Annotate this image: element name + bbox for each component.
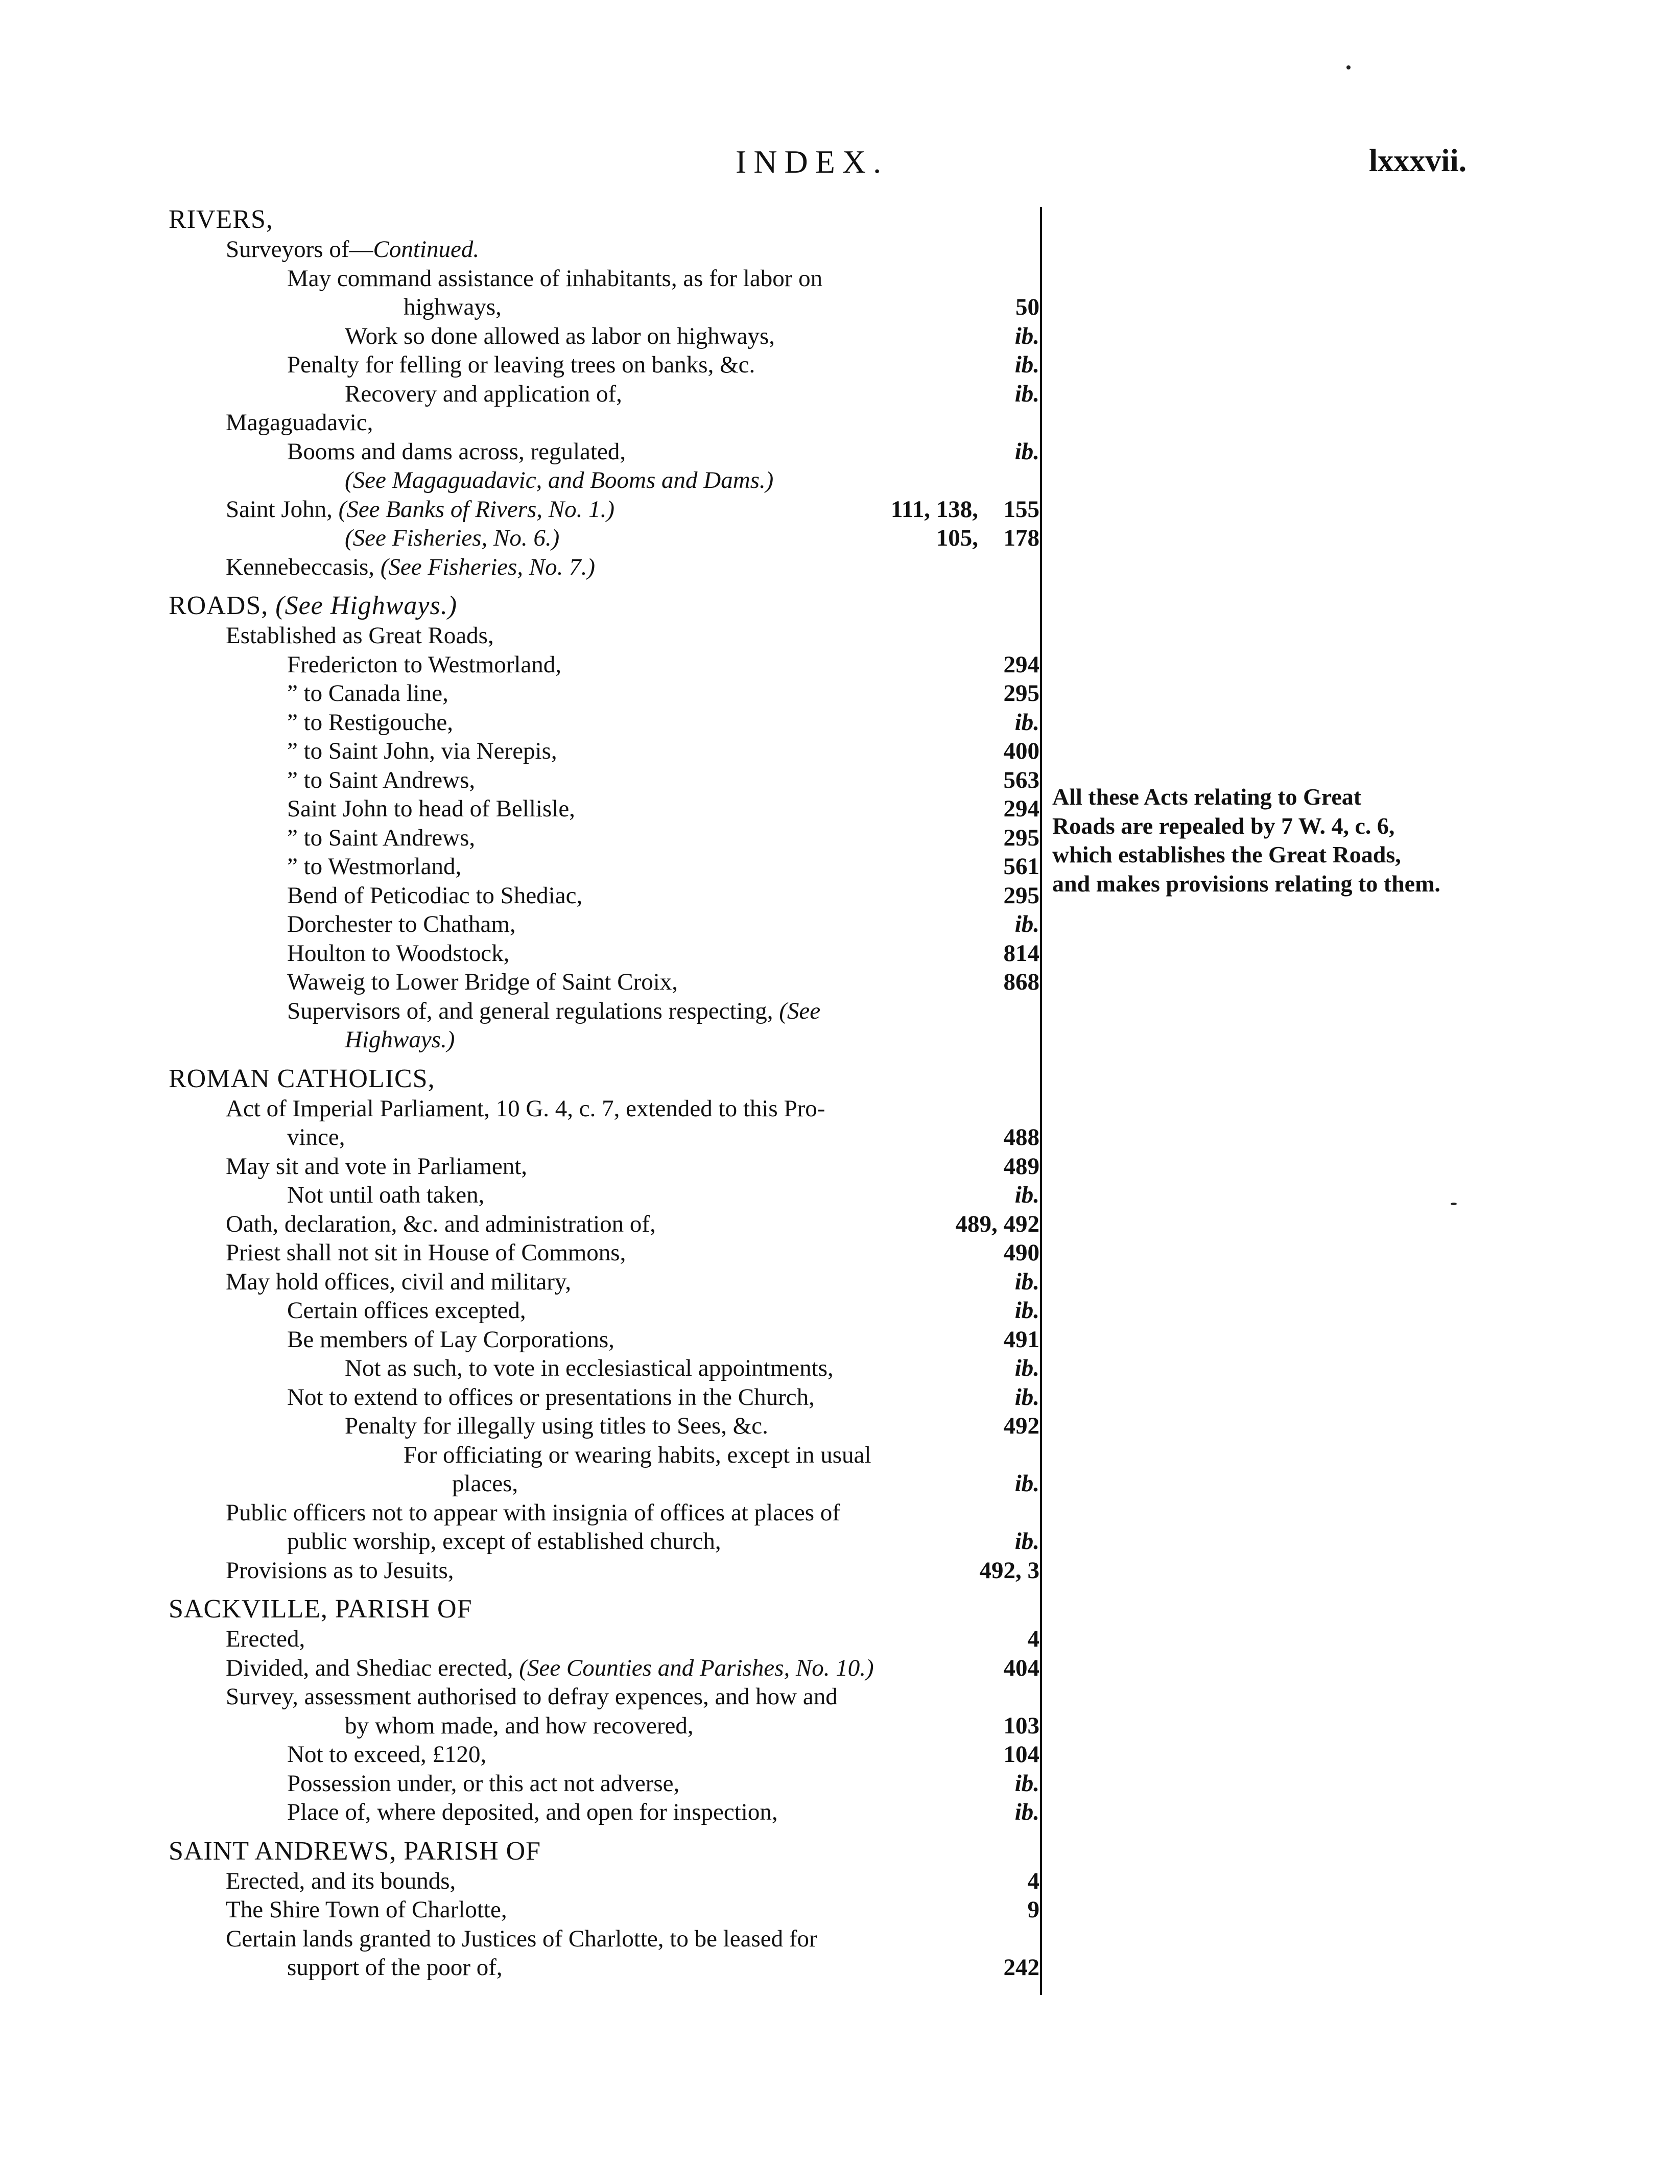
index-entry [169, 1325, 1039, 1354]
page-reference: 295 [1003, 824, 1039, 851]
index-entry [169, 1527, 1039, 1556]
index-entry [169, 293, 1039, 322]
ink-speck [1451, 1203, 1457, 1205]
entry-text: ” to Restigouche, [287, 709, 454, 736]
entry-text: Oath, declaration, &c. and administration of, [226, 1210, 656, 1237]
entry-text: SAINT ANDREWS, PARISH OF [169, 1836, 541, 1866]
entry-text [345, 466, 773, 495]
page-reference: ib. [1014, 1297, 1039, 1324]
cross-reference: (See Fisheries, No. 7.) [380, 553, 596, 580]
side-note-line: All these Acts relating to Great [1052, 784, 1362, 810]
page-reference: 490 [1003, 1239, 1039, 1266]
entry-text: support of the poor of, [287, 1954, 503, 1981]
page-reference: 103 [1003, 1712, 1039, 1739]
entry-text: Waweig to Lower Bridge of Saint Croix, [287, 969, 678, 995]
index-entry [169, 466, 1039, 495]
entry-text: Provisions as to Jesuits, [226, 1557, 454, 1584]
page-reference: 178 [1003, 525, 1039, 551]
index-entry [169, 679, 1039, 708]
entry-text: May command assistance of inhabitants, as for labor on [287, 265, 823, 292]
index-entry [169, 1152, 1039, 1181]
entry-text: May sit and vote in Parliament, [226, 1153, 528, 1180]
index-entry [169, 1953, 1039, 1982]
index-heading [169, 204, 1039, 235]
page-reference: ib. [1014, 1799, 1039, 1825]
column-divider [1040, 207, 1042, 1995]
page-reference: 104 [1003, 1741, 1039, 1768]
entry-text: May hold offices, civil and military, [226, 1268, 572, 1295]
page-reference: ib. [1014, 1383, 1039, 1411]
page-reference: 492 [1003, 1413, 1039, 1439]
entry-text [345, 524, 559, 553]
page-reference: 868 [1003, 969, 1039, 995]
entry-text: Bend of Peticodiac to Shediac, [287, 882, 583, 909]
entry-text: ROADS, (See Highways.) [169, 591, 458, 620]
index-entry [169, 1711, 1039, 1741]
entry-text: Possession under, or this act not adverse, [287, 1770, 680, 1797]
index-entry [169, 1654, 1039, 1683]
page-reference: ib. [1014, 1268, 1039, 1295]
index-entry [169, 1798, 1039, 1827]
page-reference: ib. [1014, 322, 1039, 349]
entry-text: ROMAN CATHOLICS, [169, 1064, 435, 1093]
index-entry [169, 650, 1039, 679]
entry-text: public worship, except of established church, [287, 1528, 721, 1555]
index-entry [169, 1210, 1039, 1239]
index-entry [169, 495, 1039, 524]
cross-reference: (See Banks of Rivers, No. 1.) [338, 496, 615, 523]
page-reference: 563 [1003, 766, 1039, 793]
page-reference: ib. [1014, 1355, 1039, 1381]
index-entry [169, 380, 1039, 409]
entry-text: places, [452, 1470, 518, 1497]
index-entry [169, 1867, 1039, 1896]
index-entry [169, 997, 1039, 1026]
entry-text: ” to Canada line, [287, 680, 448, 707]
index-entry [169, 322, 1039, 351]
page-reference: 295 [1003, 680, 1039, 707]
page-title: INDEX. [736, 144, 889, 180]
page-reference: ib. [1014, 380, 1039, 407]
index-heading [169, 1594, 1039, 1625]
entry-text: Priest shall not sit in House of Commons, [226, 1239, 626, 1266]
entry-text: vince, [287, 1124, 345, 1150]
entry-text: Fredericton to Westmorland, [287, 651, 562, 678]
index-entry [169, 1556, 1039, 1585]
page-reference: 814 [1003, 940, 1039, 967]
page-reference: 561 [1003, 853, 1039, 880]
index-entry [169, 1924, 1039, 1954]
page-reference: ib. [1014, 438, 1039, 465]
side-note-line: which establishes the Great Roads, [1052, 841, 1401, 867]
index-heading [169, 1064, 1039, 1094]
index-entry [169, 1123, 1039, 1152]
entry-text [345, 1025, 455, 1054]
index-entry [169, 1469, 1039, 1498]
ink-speck [1346, 65, 1351, 69]
entry-text: SACKVILLE, PARISH OF [169, 1594, 472, 1624]
page-reference: ib. [1014, 911, 1039, 937]
entry-text: Be members of Lay Corporations, [287, 1326, 614, 1353]
entry-text: Certain offices excepted, [287, 1297, 526, 1324]
index-entry [169, 1094, 1039, 1123]
entry-text: Established as Great Roads, [226, 622, 494, 649]
entry-text: Recovery and application of, [345, 380, 622, 407]
entry-text: Penalty for illegally using titles to Sees, &c. [345, 1413, 768, 1439]
index-entry [169, 264, 1039, 293]
index-heading [169, 1836, 1039, 1867]
index-entry [169, 824, 1039, 853]
entry-text: Penalty for felling or leaving trees on banks, &c. [287, 351, 755, 378]
entry-text: Dorchester to Chatham, [287, 911, 516, 937]
side-note-line: Roads are repealed by 7 W. 4, c. 6, [1052, 812, 1395, 839]
index-entry [169, 1238, 1039, 1267]
index-entry [169, 1769, 1039, 1798]
index-entry [169, 1740, 1039, 1769]
index-entry [169, 1895, 1039, 1924]
index-entry [169, 852, 1039, 881]
index-heading [169, 591, 1039, 621]
cross-reference: (See [779, 997, 821, 1024]
index-entry [169, 708, 1039, 737]
side-note-line: and makes provisions relating to them. [1052, 870, 1440, 897]
index-entry [169, 350, 1039, 380]
page-reference: ib. [1014, 1770, 1039, 1797]
page-reference: ib. [1014, 1528, 1039, 1555]
entry-text: For officiating or wearing habits, except in usual [404, 1441, 871, 1468]
index-entry [169, 881, 1039, 910]
cross-reference: Highways.) [345, 1026, 455, 1053]
index-entry [169, 235, 1039, 264]
page-reference: 400 [1003, 738, 1039, 764]
index-entry [169, 408, 1039, 437]
page-number: lxxxvii. [1369, 144, 1467, 178]
index-entry [169, 524, 1039, 553]
entry-text: Booms and dams across, regulated, [287, 438, 626, 465]
page-reference: ib. [1014, 1470, 1039, 1497]
entry-text: Erected, and its bounds, [226, 1867, 456, 1894]
page-reference: 9 [1027, 1896, 1039, 1923]
entry-text: The Shire Town of Charlotte, [226, 1896, 507, 1923]
page-reference: 295 [1003, 882, 1039, 909]
page-reference: 105, [936, 525, 978, 551]
entry-text: Erected, [226, 1626, 305, 1652]
page-reference: 4 [1027, 1867, 1039, 1894]
index-entry [169, 437, 1039, 466]
entry-text: Saint John, (See Banks of Rivers, No. 1.) [226, 496, 615, 523]
entry-text: Not to extend to offices or presentations in the Church, [287, 1383, 815, 1411]
index-entry [169, 1354, 1039, 1383]
index-entry [169, 1267, 1039, 1297]
cross-reference: Continued. [373, 236, 480, 263]
index-entry [169, 1296, 1039, 1325]
page-reference: 404 [1003, 1654, 1039, 1681]
entry-text: Work so done allowed as labor on highways, [345, 322, 775, 349]
index-entry [169, 621, 1039, 650]
entry-text: ” to Westmorland, [287, 853, 462, 880]
entry-text: Not until oath taken, [287, 1182, 485, 1208]
entry-text: Place of, where deposited, and open for inspection, [287, 1799, 778, 1825]
index-entry [169, 766, 1039, 795]
page-reference: ib. [1014, 351, 1039, 378]
entry-text: Houlton to Woodstock, [287, 940, 510, 967]
index-entry [169, 1498, 1039, 1528]
page-reference: 50 [1015, 294, 1039, 320]
cross-reference: (See Highways.) [275, 591, 458, 620]
cross-reference: (See Counties and Parishes, No. 10.) [519, 1654, 874, 1681]
entry-text: ” to Saint John, via Nerepis, [287, 738, 557, 764]
page-reference: ib. [1014, 709, 1039, 736]
entry-text: Not as such, to vote in ecclesiastical appointments, [345, 1355, 834, 1381]
page-reference: 492, 3 [979, 1557, 1039, 1584]
index-list [169, 204, 1039, 1982]
page-reference: 294 [1003, 651, 1039, 678]
index-entry [169, 1412, 1039, 1441]
cross-reference: (See Fisheries, No. 6.) [345, 525, 560, 551]
entry-text: by whom made, and how recovered, [345, 1712, 694, 1739]
entry-text: Certain lands granted to Justices of Charlotte, to be leased for [226, 1925, 817, 1952]
page-reference: 489 [1003, 1153, 1039, 1180]
page-reference: ib. [1014, 1182, 1039, 1208]
index-entry [169, 553, 1039, 582]
entry-text: Public officers not to appear with insignia of offices at places of [226, 1499, 840, 1526]
index-entry [169, 939, 1039, 968]
entry-text: ” to Saint Andrews, [287, 824, 476, 851]
index-entry [169, 1383, 1039, 1412]
index-entry [169, 794, 1039, 824]
entry-text: Magaguadavic, [226, 409, 373, 436]
cross-reference: (See Magaguadavic, and Booms and Dams.) [345, 467, 774, 494]
page-reference: 491 [1003, 1326, 1039, 1353]
entry-text: ” to Saint Andrews, [287, 766, 476, 793]
page-reference: 488 [1003, 1124, 1039, 1150]
side-note [1052, 783, 1492, 898]
entry-text: Act of Imperial Parliament, 10 G. 4, c. 7, extended to this Pro- [226, 1095, 825, 1122]
index-entry [169, 737, 1039, 766]
index-entry [169, 910, 1039, 939]
page-reference: 489, 492 [955, 1210, 1039, 1237]
index-entry [169, 968, 1039, 997]
page-reference: 294 [1003, 795, 1039, 822]
entry-text: highways, [404, 294, 502, 320]
page-reference: 111, 138, [890, 496, 978, 523]
entry-text: Not to exceed, £120, [287, 1741, 487, 1768]
index-entry [169, 1441, 1039, 1470]
index-entry [169, 1682, 1039, 1711]
entry-text: Surveyors of—Continued. [226, 236, 480, 263]
entry-text: Kennebeccasis, (See Fisheries, No. 7.) [226, 553, 596, 580]
page-header [0, 143, 1680, 189]
page-reference: 4 [1027, 1626, 1039, 1652]
page-reference: 155 [1003, 496, 1039, 523]
entry-text: RIVERS, [169, 205, 273, 234]
index-entry [169, 1181, 1039, 1210]
page-reference: 242 [1003, 1954, 1039, 1981]
entry-text: Saint John to head of Bellisle, [287, 795, 575, 822]
index-entry [169, 1625, 1039, 1654]
index-entry [169, 1025, 1039, 1054]
entry-text: Supervisors of, and general regulations respecting, (See [287, 997, 821, 1024]
entry-text: Divided, and Shediac erected, (See Counties and Parishes, No. 10.) [226, 1654, 874, 1681]
entry-text: Survey, assessment authorised to defray expences, and how and [226, 1683, 838, 1710]
